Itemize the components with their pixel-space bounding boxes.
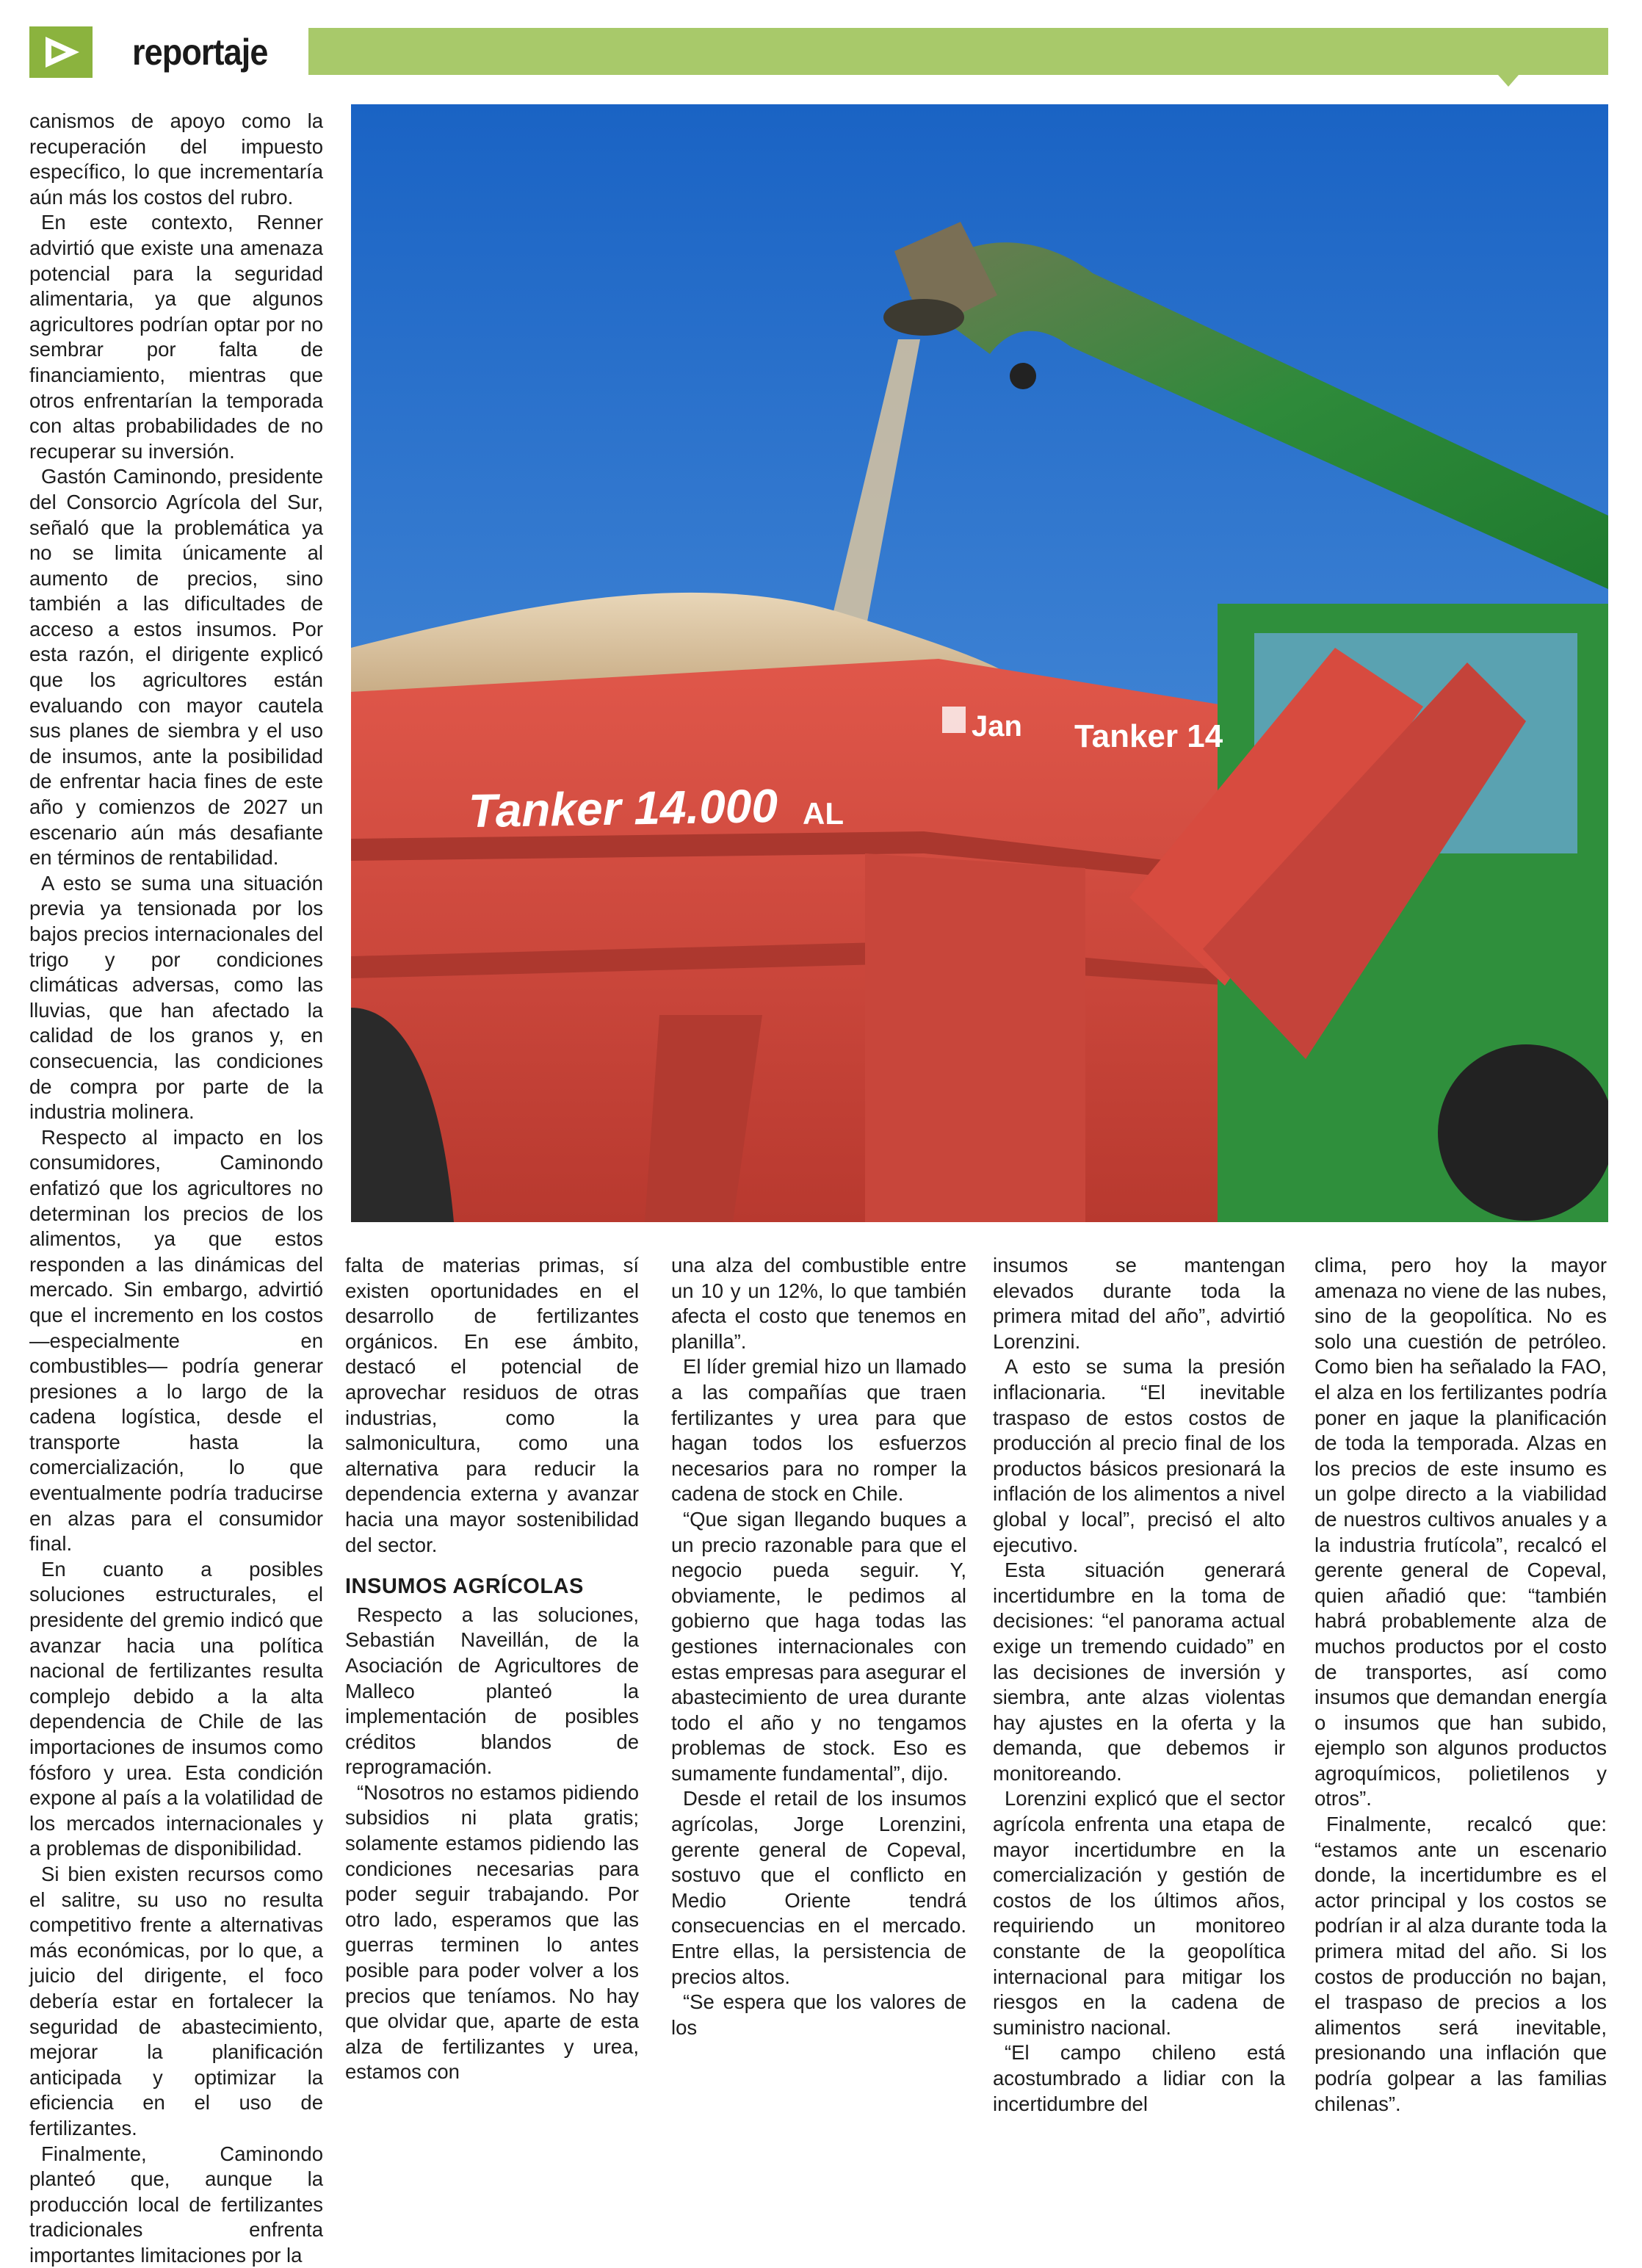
paragraph: En este contexto, Renner advirtió que existe una amenaza potencial para la seguridad alimentaria, ya que algunos agricultores podrían optar por no sembrar por falta de financiamiento, mientras que otros enfrentarían la temporada con altas probabilidades de no recuperar su inversión.	[29, 210, 323, 464]
section-label: reportaje	[132, 26, 267, 78]
section-badge	[29, 26, 93, 78]
section-header	[29, 26, 1608, 78]
paragraph: Desde el retail de los insumos agrícolas, Jorge Lorenzini, gerente general de Copeval, sostuvo que el conflicto en Medio Oriente tendrá consecuencias en el mercado. Entre ellas, la persistencia de precios altos.	[671, 1786, 966, 1990]
article-column-2	[345, 1253, 639, 2085]
paragraph: A esto se suma una situación previa ya tensionada por los bajos precios internacionales del trigo y por condiciones climáticas adversas, como las lluvias, que han afectado la calidad de los granos y, en consecuencia, las condiciones de compra por parte de la industria molinera.	[29, 871, 323, 1125]
paragraph: Si bien existen recursos como el salitre, su uso no resulta competitivo frente a alternativas más económicas, por lo que, a juicio del dirigente, el foco debería estar en fortalecer la seguridad de abastecimiento, mejorar la planificación anticipada y optimizar la eficiencia en el uso de fertilizantes.	[29, 1862, 323, 2142]
paragraph: Finalmente, Caminondo planteó que, aunque la producción local de fertilizantes tradicionales enfrenta importantes limitaciones por la	[29, 2142, 323, 2268]
paragraph: “Que sigan llegando buques a un precio razonable para que el negocio pueda seguir. Y, obviamente, le pedimos al gobierno que haga todas las gestiones internacionales con estas empresas para asegurar el abastecimiento de urea durante todo el año y no tengamos problemas de stock. Eso es sumamente fundamental”, dijo.	[671, 1507, 966, 1787]
paragraph: Respecto al impacto en los consumidores, Caminondo enfatizó que los agricultores no determinan los precios de los alimentos, ya que estos responden a las dinámicas del mercado. Sin embargo, advirtió que el incremento en los costos —especialmente en combustibles— podría generar presiones a lo largo de la cadena logística, desde el transporte hasta la comercialización, lo que eventualmente podría traducirse en alzas para el consumidor final.	[29, 1125, 323, 1557]
paragraph: falta de materias primas, sí existen oportunidades en el desarrollo de fertilizantes orgánicos. En ese ámbito, destacó el potencial de aprovechar residuos de otras industrias, como la salmonicultura, como una alternativa para reducir la dependencia externa y avanzar hacia una mayor sostenibilidad del sector.	[345, 1253, 639, 1558]
tanker-side-label: Tanker 14	[1074, 718, 1223, 754]
article-photo	[351, 104, 1608, 1222]
subheading: INSUMOS AGRÍCOLAS	[345, 1574, 639, 1600]
play-arrow-icon	[46, 37, 79, 68]
paragraph: “Se espera que los valores de los	[671, 1990, 966, 2040]
brand-label: Jan	[972, 710, 1022, 743]
paragraph: En cuanto a posibles soluciones estructurales, el presidente del gremio indicó que avanzar hacia una política nacional de fertilizantes resulta complejo debido a la alta dependencia de Chile de las importaciones de insumos como fósforo y urea. Esta condición expone al país a la volatilidad de los mercados internacionales y a problemas de disponibilidad.	[29, 1557, 323, 1862]
article-column-4	[993, 1253, 1285, 2117]
paragraph: Respecto a las soluciones, Sebastián Naveillán, de la Asociación de Agricultores de Malleco planteó la implementación de posibles créditos blandos de reprogramación.	[345, 1603, 639, 1780]
article-column-1	[29, 109, 323, 2268]
paragraph: Gastón Caminondo, presidente del Consorcio Agrícola del Sur, señaló que la problemática ya no se limita únicamente al aumento de precios, sino también a las dificultades de acceso a estos insumos. Por esta razón, el dirigente explicó que los agricultores están evaluando con mayor cautela sus planes de siembra y el uso de insumos, ante la posibilidad de enfrentar hacia fines de este año y comienzos de 2027 un escenario aún más desafiante en términos de rentabilidad.	[29, 464, 323, 871]
tanker-suffix: AL	[803, 796, 844, 831]
paragraph: una alza del combustible entre un 10 y un 12%, lo que también afecta el costo que tenemos en planilla”.	[671, 1253, 966, 1354]
paragraph: A esto se suma la presión inflacionaria. “El inevitable traspaso de estos costos de producción al precio final de los productos básicos presionará la inflación de los alimentos a nivel global y local”, precisó el alto ejecutivo.	[993, 1354, 1285, 1558]
tanker-label: Tanker 14.000	[468, 779, 778, 837]
paragraph: insumos se mantengan elevados durante toda la primera mitad del año”, advirtió Lorenzini.	[993, 1253, 1285, 1354]
paragraph: Finalmente, recalcó que: “estamos ante un escenario donde, la incertidumbre es el actor principal y los costos se podrían ir al alza durante toda la primera mitad del año. Si los costos de producción no bajan, el traspaso de precios a los alimentos será inevitable, presionando una inflación que podría golpear a las familias chilenas”.	[1314, 1812, 1607, 2117]
paragraph: “El campo chileno está acostumbrado a lidiar con la incertidumbre del	[993, 2040, 1285, 2117]
paragraph: “Nosotros no estamos pidiendo subsidios ni plata gratis; solamente estamos pidiendo las condiciones necesarias para poder seguir trabajando. Por otro lado, esperamos que las guerras terminen lo antes posible para poder volver a los precios que teníamos. No hay que olvidar que, aparte de esta alza de fertilizantes y urea, estamos con	[345, 1780, 639, 2085]
paragraph: Esta situación generará incertidumbre en la toma de decisiones: “el panorama actual exige un tremendo cuidado” en las decisiones de inversión y siembra, ante alzas violentas hay ajustes en la oferta y la demanda, que debemos ir monitoreando.	[993, 1558, 1285, 1786]
article-column-3	[671, 1253, 966, 2040]
section-bar-tick	[1498, 75, 1519, 87]
paragraph: clima, pero hoy la mayor amenaza no viene de las nubes, sino de la geopolítica. No es solo una cuestión de petróleo. Como bien ha señalado la FAO, el alza en los fertilizantes podría poner en jaque la planificación de toda la temporada. Alzas en los precios de este insumo es un golpe directo a la viabilidad de nuestros cultivos anuales y a la industria frutícola”, recalcó el gerente general de Copeval, quien añadió que: “también habrá probablemente alza de muchos productos por el costo de transportes, así como insumos que demandan energía o insumos que han subido, ejemplo son algunos productos agroquímicos, polietilenos y otros”.	[1314, 1253, 1607, 1812]
paragraph: canismos de apoyo como la recuperación del impuesto específico, lo que incrementaría aún más los costos del rubro.	[29, 109, 323, 210]
section-bar	[308, 28, 1608, 75]
article-column-5	[1314, 1253, 1607, 2117]
paragraph: Lorenzini explicó que el sector agrícola enfrenta una etapa de mayor incertidumbre en la comercialización y gestión de costos de los últimos años, requiriendo un monitoreo constante de la geopolítica internacional para mitigar los riesgos en la cadena de suministro nacional.	[993, 1786, 1285, 2040]
paragraph: El líder gremial hizo un llamado a las compañías que traen fertilizantes y urea para que hagan todos los esfuerzos necesarios para no romper la cadena de stock en Chile.	[671, 1354, 966, 1507]
